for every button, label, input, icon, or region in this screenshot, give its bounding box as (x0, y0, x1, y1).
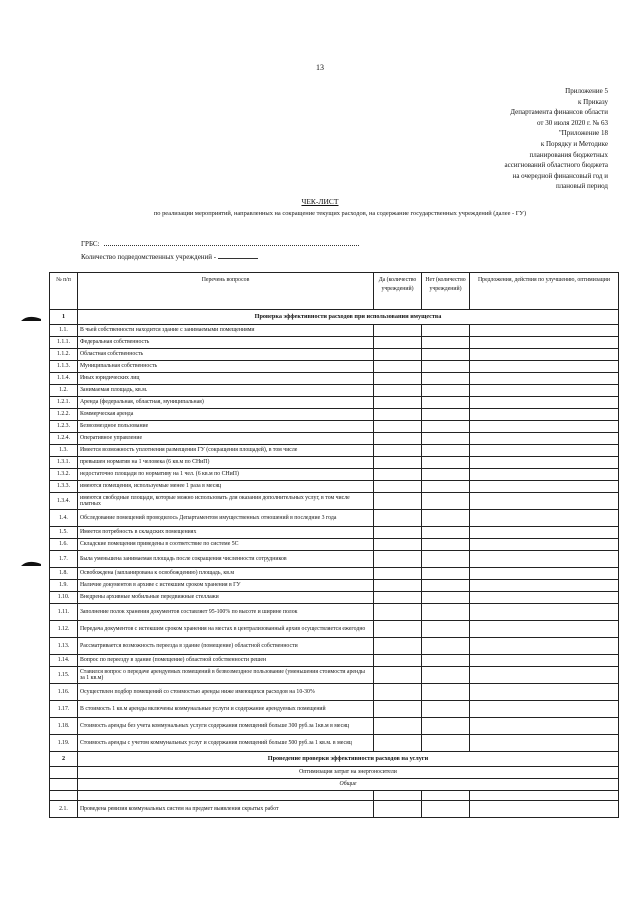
proposal-cell[interactable] (470, 409, 619, 421)
row-num: 1.1.1. (50, 337, 78, 349)
table-row (50, 397, 619, 409)
table-row (50, 667, 619, 684)
grbs-field (81, 238, 359, 248)
proposal-cell[interactable] (470, 445, 619, 457)
table-row (50, 767, 619, 779)
table-row (50, 469, 619, 481)
yes-cell[interactable] (374, 337, 422, 349)
proposal-cell[interactable] (470, 397, 619, 409)
row-num: 1.3.2. (50, 469, 78, 481)
row-question: Складские помещения приведены в соответствие по системе 5С (78, 539, 374, 551)
yes-cell[interactable] (374, 604, 422, 621)
yes-cell[interactable] (374, 493, 422, 510)
table-row (50, 310, 619, 325)
row-question: В стоимость 1 кв.м аренды включены коммунальные услуги и содержание арендуемых помещений (78, 701, 374, 718)
row-question: Стоимость аренды с учетом коммунальных услуг и содержания помещений больше 500 руб.за 1 кв.м. в месяц (78, 735, 374, 752)
binder-hole-mark (20, 313, 42, 323)
proposal-cell[interactable] (470, 510, 619, 527)
no-cell[interactable] (422, 421, 470, 433)
table-row (50, 539, 619, 551)
blank-cell (374, 791, 422, 801)
row-question: превышен норматив на 1 человека (6 кв.м по СНиП) (78, 457, 374, 469)
row-question: Муниципальная собственность (78, 361, 374, 373)
row-question: Осуществлен подбор помещений со стоимостью аренды ниже имеющихся расходов на 10-30% (78, 684, 374, 701)
row-num: 1.9. (50, 580, 78, 592)
row-question: Наличие документов в архиве с истекшим сроком хранения в ГУ (78, 580, 374, 592)
section-title: Проверка эффективности расходов при использовании имущества (78, 310, 619, 325)
header-questions: Перечень вопросов (78, 273, 374, 310)
yes-cell[interactable] (374, 409, 422, 421)
appendix-line: к Порядку и Методике (540, 139, 608, 148)
no-cell[interactable] (422, 325, 470, 337)
row-num: 1.16. (50, 684, 78, 701)
proposal-cell[interactable] (470, 325, 619, 337)
proposal-cell[interactable] (470, 592, 619, 604)
no-cell[interactable] (422, 397, 470, 409)
row-num: 1.4. (50, 510, 78, 527)
header-no: Нет (количество учреждений) (422, 273, 470, 310)
binder-hole-mark (20, 558, 42, 568)
proposal-cell[interactable] (470, 718, 619, 735)
row-num: 1.5. (50, 527, 78, 539)
yes-cell[interactable] (374, 655, 422, 667)
row-question: Рассматривается возможность переезда в здание (помещение) областной собственности (78, 638, 374, 655)
row-question: Заполнение полок хранения документов составляет 95-100% по высоте и ширине полок (78, 604, 374, 621)
table-row (50, 568, 619, 580)
table-row (50, 735, 619, 752)
row-num: 2 (50, 752, 78, 767)
yes-cell[interactable] (374, 718, 422, 735)
table-row (50, 373, 619, 385)
row-num: 1.15. (50, 667, 78, 684)
row-num: 1.18. (50, 718, 78, 735)
no-cell[interactable] (422, 604, 470, 621)
table-row (50, 510, 619, 527)
yes-cell[interactable] (374, 701, 422, 718)
yes-cell[interactable] (374, 397, 422, 409)
proposal-cell[interactable] (470, 621, 619, 638)
proposal-cell[interactable] (470, 493, 619, 510)
section-title: Проведение проверки эффективности расходов на услуги (78, 752, 619, 767)
proposal-cell[interactable] (470, 684, 619, 701)
yes-cell[interactable] (374, 580, 422, 592)
no-cell[interactable] (422, 385, 470, 397)
row-question: Передача документов с истекшим сроком хранения на местах в централизованный архив осуществляется ежегодно (78, 621, 374, 638)
row-question: Коммерческая аренда (78, 409, 374, 421)
table-row (50, 551, 619, 568)
row-num: 1.3. (50, 445, 78, 457)
row-question: В чьей собственности находится здание с занимаемыми помещениями (78, 325, 374, 337)
table-row (50, 337, 619, 349)
proposal-cell[interactable] (470, 604, 619, 621)
proposal-cell[interactable] (470, 421, 619, 433)
yes-cell[interactable] (374, 361, 422, 373)
no-cell[interactable] (422, 638, 470, 655)
row-num: 1.7. (50, 551, 78, 568)
no-cell[interactable] (422, 361, 470, 373)
yes-cell[interactable] (374, 667, 422, 684)
row-num: 1.3.3. (50, 481, 78, 493)
table-row (50, 481, 619, 493)
proposal-cell[interactable] (470, 373, 619, 385)
table-row (50, 349, 619, 361)
table-row (50, 592, 619, 604)
table-header-row (50, 273, 619, 310)
row-question: Освобождена (запланирована к освобождению) площадь, кв.м (78, 568, 374, 580)
no-cell[interactable] (422, 469, 470, 481)
no-cell[interactable] (422, 801, 470, 818)
row-question: Была уменьшена занимаемая площадь после сокращения численности сотрудников (78, 551, 374, 568)
row-num: 1.2.3. (50, 421, 78, 433)
row-num: 1.10. (50, 592, 78, 604)
yes-cell[interactable] (374, 735, 422, 752)
table-row (50, 409, 619, 421)
row-question: Имеется возможность уплотнения размещения ГУ (сокращения площадей), в том числе (78, 445, 374, 457)
table-row (50, 493, 619, 510)
row-num: 1.17. (50, 701, 78, 718)
no-cell[interactable] (422, 684, 470, 701)
institutions-count-blank-line (218, 251, 258, 259)
row-num (50, 767, 78, 779)
table-row (50, 638, 619, 655)
table-row (50, 421, 619, 433)
row-num: 1.11. (50, 604, 78, 621)
proposal-cell[interactable] (470, 568, 619, 580)
yes-cell[interactable] (374, 510, 422, 527)
institutions-count-field (81, 251, 258, 261)
row-question: имеются помещения, используемые менее 1 раза в месяц (78, 481, 374, 493)
table-row (50, 457, 619, 469)
yes-cell[interactable] (374, 592, 422, 604)
row-question: Стоимость аренды без учета коммунальных услуги содержания помещений больше 300 руб.за 1кв.м в месяц (78, 718, 374, 735)
row-question: имеются свободные площади, которые можно использовать для оказания дополнительных услуг, в том числе платных (78, 493, 374, 510)
table-row (50, 361, 619, 373)
appendix-line: ассигнований областного бюджета (504, 161, 608, 170)
table-row (50, 385, 619, 397)
document-title: ЧЕК-ЛИСТ (301, 197, 339, 206)
table-row (50, 791, 619, 801)
row-question: Вопрос по переезду в здание (помещение) областной собственности решен (78, 655, 374, 667)
row-num: 1.3.4. (50, 493, 78, 510)
row-num: 1.2.4. (50, 433, 78, 445)
yes-cell[interactable] (374, 349, 422, 361)
row-num: 1.14. (50, 655, 78, 667)
yes-cell[interactable] (374, 568, 422, 580)
blank-cell (422, 791, 470, 801)
no-cell[interactable] (422, 337, 470, 349)
appendix-line: планирования бюджетных (529, 150, 608, 159)
table-row (50, 621, 619, 638)
row-question: Занимаемая площадь, кв.м. (78, 385, 374, 397)
yes-cell[interactable] (374, 373, 422, 385)
yes-cell[interactable] (374, 445, 422, 457)
row-num: 1.12. (50, 621, 78, 638)
yes-cell[interactable] (374, 325, 422, 337)
yes-cell[interactable] (374, 551, 422, 568)
row-num: 1.2.1. (50, 397, 78, 409)
no-cell[interactable] (422, 481, 470, 493)
row-num: 1.2.2. (50, 409, 78, 421)
row-num: 1.1.4. (50, 373, 78, 385)
appendix-line: плановый период (555, 182, 608, 191)
no-cell[interactable] (422, 655, 470, 667)
proposal-cell[interactable] (470, 385, 619, 397)
page-number: 13 (316, 63, 324, 72)
row-question: Аренда (федеральная, областная, муниципальная) (78, 397, 374, 409)
subsection-title: Общие (78, 779, 619, 791)
table-row (50, 325, 619, 337)
table-row (50, 604, 619, 621)
checklist-table (49, 272, 619, 818)
yes-cell[interactable] (374, 801, 422, 818)
grbs-label: ГРБС: (81, 240, 100, 248)
no-cell[interactable] (422, 592, 470, 604)
yes-cell[interactable] (374, 421, 422, 433)
institutions-count-label: Количество подведомственных учреждений - (81, 253, 217, 261)
yes-cell[interactable] (374, 433, 422, 445)
table-row (50, 718, 619, 735)
no-cell[interactable] (422, 527, 470, 539)
no-cell[interactable] (422, 667, 470, 684)
appendix-line: на очередной финансовый год и (512, 171, 608, 180)
yes-cell[interactable] (374, 684, 422, 701)
row-question: Имеется потребность в складских помещениях (78, 527, 374, 539)
proposal-cell[interactable] (470, 551, 619, 568)
appendix-block (378, 86, 608, 192)
row-num (50, 779, 78, 791)
no-cell[interactable] (422, 539, 470, 551)
row-question: Иных юридических лиц (78, 373, 374, 385)
row-question: Обследование помещений проводилось Департаментом имущественных отношений в последние 3 года (78, 510, 374, 527)
row-num: 1.1.2. (50, 349, 78, 361)
table-row (50, 580, 619, 592)
table-row (50, 684, 619, 701)
appendix-line: от 30 июля 2020 г. № 63 (537, 118, 608, 127)
no-cell[interactable] (422, 457, 470, 469)
row-num: 1.3.1. (50, 457, 78, 469)
row-num: 1.13. (50, 638, 78, 655)
no-cell[interactable] (422, 735, 470, 752)
proposal-cell[interactable] (470, 527, 619, 539)
proposal-cell[interactable] (470, 701, 619, 718)
no-cell[interactable] (422, 373, 470, 385)
yes-cell[interactable] (374, 539, 422, 551)
row-num: 1.19. (50, 735, 78, 752)
row-question: Областная собственность (78, 349, 374, 361)
no-cell[interactable] (422, 621, 470, 638)
row-question: Проведена ревизия коммунальных систем на предмет выявления скрытых работ (78, 801, 374, 818)
yes-cell[interactable] (374, 385, 422, 397)
yes-cell[interactable] (374, 527, 422, 539)
blank-cell (50, 791, 78, 801)
proposal-cell[interactable] (470, 361, 619, 373)
no-cell[interactable] (422, 445, 470, 457)
grbs-blank-line (104, 238, 359, 246)
row-question: недостаточно площади по нормативу на 1 чел. (6 кв.м по СНиП) (78, 469, 374, 481)
appendix-line: Департамента финансов области (510, 108, 608, 117)
row-num: 1.6. (50, 539, 78, 551)
table-row (50, 655, 619, 667)
row-question: Безвозмездное пользование (78, 421, 374, 433)
no-cell[interactable] (422, 718, 470, 735)
appendix-line: к Приказу (578, 97, 608, 106)
row-num: 1 (50, 310, 78, 325)
no-cell[interactable] (422, 701, 470, 718)
proposal-cell[interactable] (470, 667, 619, 684)
proposal-cell[interactable] (470, 801, 619, 818)
no-cell[interactable] (422, 409, 470, 421)
row-question: Внедрены архивные мобильные передвижные стеллажи (78, 592, 374, 604)
proposal-cell[interactable] (470, 655, 619, 667)
appendix-line: "Приложение 18 (558, 129, 608, 138)
row-num: 2.1. (50, 801, 78, 818)
header-proposals: Предложения, действия по улучшению, оптимизации (470, 273, 619, 310)
proposal-cell[interactable] (470, 638, 619, 655)
table-row (50, 801, 619, 818)
proposal-cell[interactable] (470, 539, 619, 551)
row-question: Ставился вопрос о передаче арендуемых помещений в безвозмездное пользование (уменьшения стоимости аренды за 1 кв.м) (78, 667, 374, 684)
table-row (50, 701, 619, 718)
table-row (50, 527, 619, 539)
yes-cell[interactable] (374, 481, 422, 493)
yes-cell[interactable] (374, 621, 422, 638)
proposal-cell[interactable] (470, 457, 619, 469)
proposal-cell[interactable] (470, 349, 619, 361)
proposal-cell[interactable] (470, 735, 619, 752)
table-row (50, 779, 619, 791)
row-num: 1.8. (50, 568, 78, 580)
header-yes: Да (количество учреждений) (374, 273, 422, 310)
yes-cell[interactable] (374, 469, 422, 481)
proposal-cell[interactable] (470, 580, 619, 592)
proposal-cell[interactable] (470, 481, 619, 493)
no-cell[interactable] (422, 433, 470, 445)
no-cell[interactable] (422, 568, 470, 580)
yes-cell[interactable] (374, 457, 422, 469)
table-row (50, 445, 619, 457)
row-num: 1.1. (50, 325, 78, 337)
proposal-cell[interactable] (470, 433, 619, 445)
proposal-cell[interactable] (470, 469, 619, 481)
no-cell[interactable] (422, 551, 470, 568)
table-row (50, 752, 619, 767)
table-row (50, 433, 619, 445)
row-num: 1.1.3. (50, 361, 78, 373)
row-question: Оперативное управление (78, 433, 374, 445)
row-question: Федеральная собственность (78, 337, 374, 349)
no-cell[interactable] (422, 349, 470, 361)
no-cell[interactable] (422, 493, 470, 510)
blank-cell (78, 791, 374, 801)
row-num: 1.2. (50, 385, 78, 397)
no-cell[interactable] (422, 510, 470, 527)
subsection-title: Оптимизация затрат на энергоносители (78, 767, 619, 779)
document-subtitle: по реализации мероприятий, направленных на сокращение текущих расходов, на содержание государственных учреждений (далее - ГУ) (153, 210, 527, 217)
proposal-cell[interactable] (470, 337, 619, 349)
blank-cell (470, 791, 619, 801)
no-cell[interactable] (422, 580, 470, 592)
yes-cell[interactable] (374, 638, 422, 655)
appendix-line: Приложение 5 (565, 87, 608, 95)
header-num: № п/п (50, 273, 78, 310)
